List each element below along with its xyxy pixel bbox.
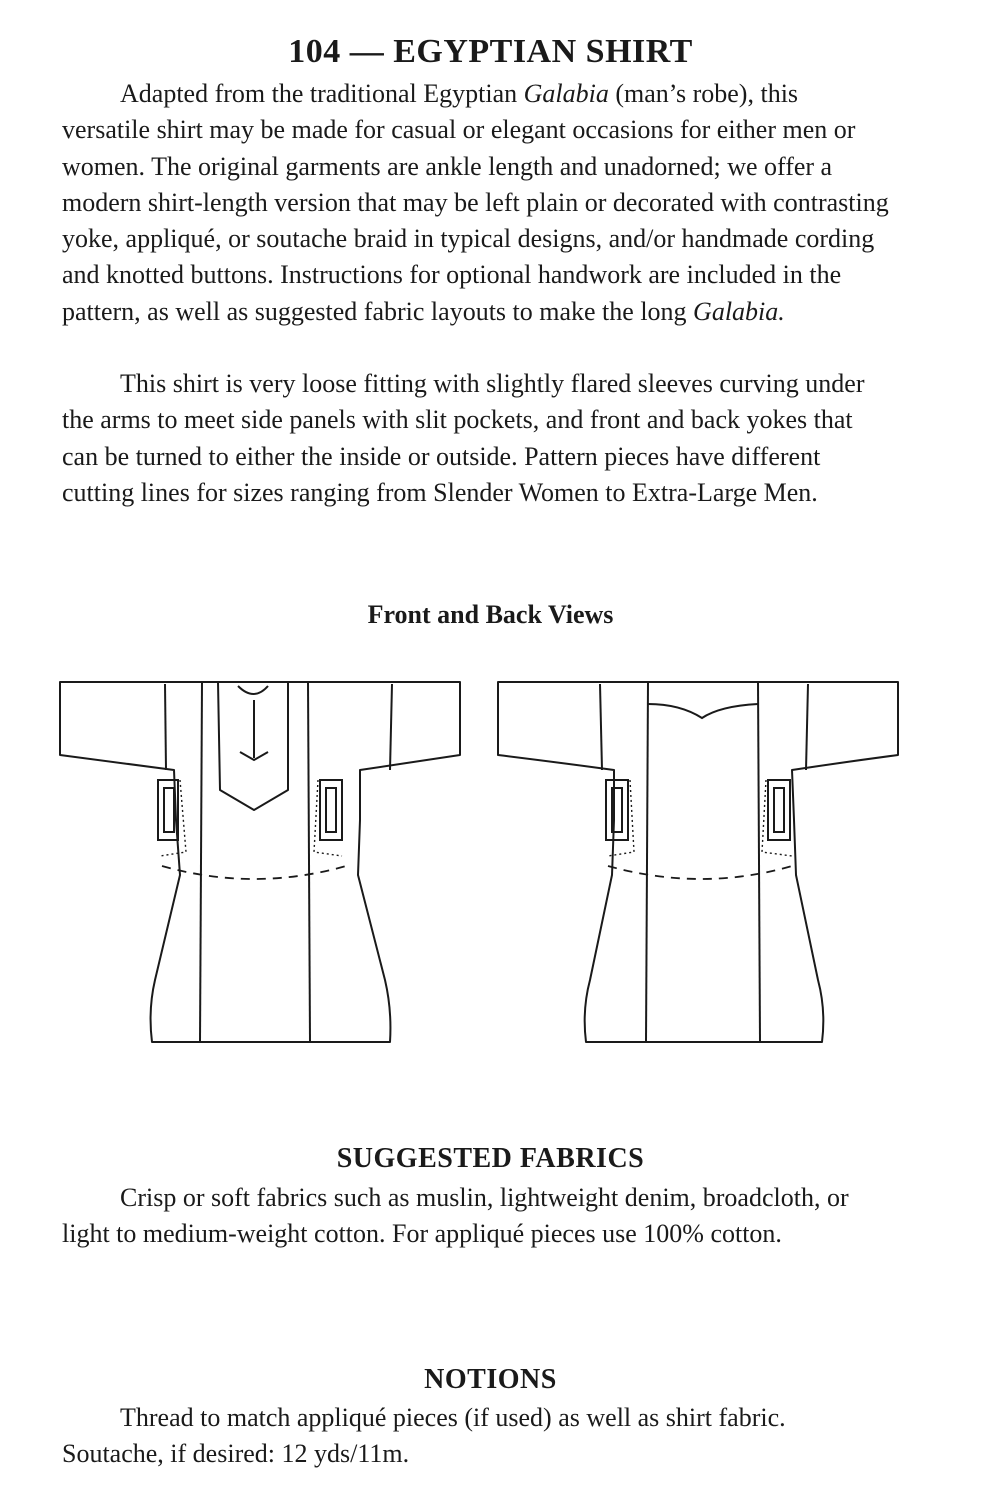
- front-left-pocket-inner: [164, 788, 174, 832]
- notions-paragraph: [62, 1400, 892, 1473]
- intro-paragraph-2-text: This shirt is very loose fitting with slightly flared sleeves curving under the arms to meet side panels with slit pockets, and front and back yokes that can be turned to either the inside or outside. Pattern pieces have different cutting lines for sizes ranging from Slender Women to Extra-Large Men.: [62, 369, 865, 507]
- galabia-term-end: Galabia.: [693, 296, 785, 326]
- fabrics-heading: SUGGESTED FABRICS: [336, 1143, 645, 1174]
- back-view-drawing: [480, 670, 930, 1060]
- intro-paragraph-2: [62, 366, 892, 511]
- intro-text-start: Adapted from the traditional Egyptian: [120, 79, 524, 108]
- fabrics-paragraph: [62, 1180, 892, 1253]
- views-heading: Front and Back Views: [367, 600, 614, 629]
- page-title: 104 — EGYPTIAN SHIRT: [288, 33, 693, 70]
- intro-text-body: (man’s robe), this versatile shirt may be made for casual or elegant occasions for either men or women. The original garments are ankle length and unadorned; we offer a modern shirt-length version that may be left plain or decorated with contrasting yoke, appliqué, or soutache braid in typical designs, and/or handmade cording and knotted buttons. Instructions for optional handwork are included in the pattern, as well as suggested fabric layouts to make the long: [62, 79, 889, 326]
- back-view-illustration: [480, 670, 930, 1060]
- galabia-term: Galabia: [523, 79, 609, 108]
- intro-paragraph-1: [62, 76, 892, 330]
- front-view-drawing: [40, 670, 490, 1060]
- front-view-illustration: [40, 670, 490, 1060]
- front-left-sleeve-seam: [165, 684, 166, 770]
- notions-text: Thread to match appliqué pieces (if used) as well as shirt fabric. Soutache, if desired: 12 yds/11m.: [62, 1403, 786, 1469]
- notions-heading: NOTIONS: [424, 1364, 557, 1395]
- back-shirt-outline: [498, 682, 898, 1042]
- fabrics-text: Crisp or soft fabrics such as muslin, lightweight denim, broadcloth, or light to medium-weight cotton. For appliqué pieces use 100% cotton.: [62, 1183, 849, 1249]
